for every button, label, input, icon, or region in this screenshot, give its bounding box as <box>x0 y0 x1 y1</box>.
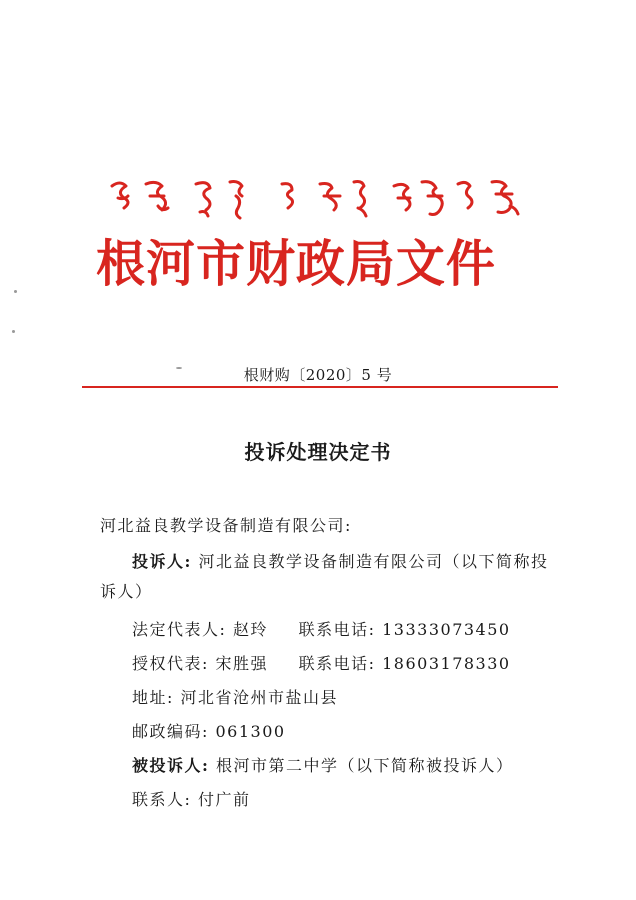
mongolian-script-heading <box>106 176 538 224</box>
address-line <box>132 686 338 710</box>
scan-speck <box>176 367 182 369</box>
complainant-value: 河北益良教学设备制造有限公司（以下简称投 <box>198 552 549 571</box>
complainant-continuation: 诉人） <box>100 582 153 601</box>
complainant-label: 投诉人: <box>132 552 192 571</box>
auth-rep-name: 宋胜强 <box>215 654 269 673</box>
complainant-line <box>132 550 549 574</box>
respondent-line <box>132 754 514 778</box>
respondent-label: 被投诉人: <box>132 756 210 775</box>
auth-rep-label: 授权代表: <box>132 654 209 673</box>
doc-number: 根财购〔2020〕5 号 <box>243 366 393 384</box>
document-title: 投诉处理决定书 <box>244 440 392 464</box>
legal-rep-phone-label: 联系电话: <box>298 620 376 639</box>
legal-rep-name: 赵玲 <box>233 620 269 639</box>
auth-rep-phone: 18603178330 <box>382 654 511 673</box>
postcode-line <box>132 720 286 744</box>
contact-value: 付广前 <box>198 790 251 809</box>
red-divider-line <box>82 386 558 388</box>
address-value: 河北省沧州市盐山县 <box>180 688 339 707</box>
agency-title: 根河市财政局文件 <box>96 235 496 293</box>
legal-rep-phone: 13333073450 <box>382 620 511 639</box>
auth-rep-line <box>132 652 511 676</box>
legal-rep-label: 法定代表人: <box>132 620 227 639</box>
contact-line <box>132 788 251 812</box>
postcode-label: 邮政编码: <box>132 722 209 741</box>
addressee: 河北益良教学设备制造有限公司: <box>100 516 352 535</box>
contact-label: 联系人: <box>132 790 192 809</box>
respondent-value: 根河市第二中学（以下简称被投诉人） <box>216 756 514 775</box>
legal-rep-line <box>132 618 511 642</box>
address-label: 地址: <box>132 688 174 707</box>
scan-speck <box>12 330 15 333</box>
auth-rep-phone-label: 联系电话: <box>298 654 376 673</box>
postcode-value: 061300 <box>215 722 286 741</box>
scan-speck <box>14 290 17 293</box>
